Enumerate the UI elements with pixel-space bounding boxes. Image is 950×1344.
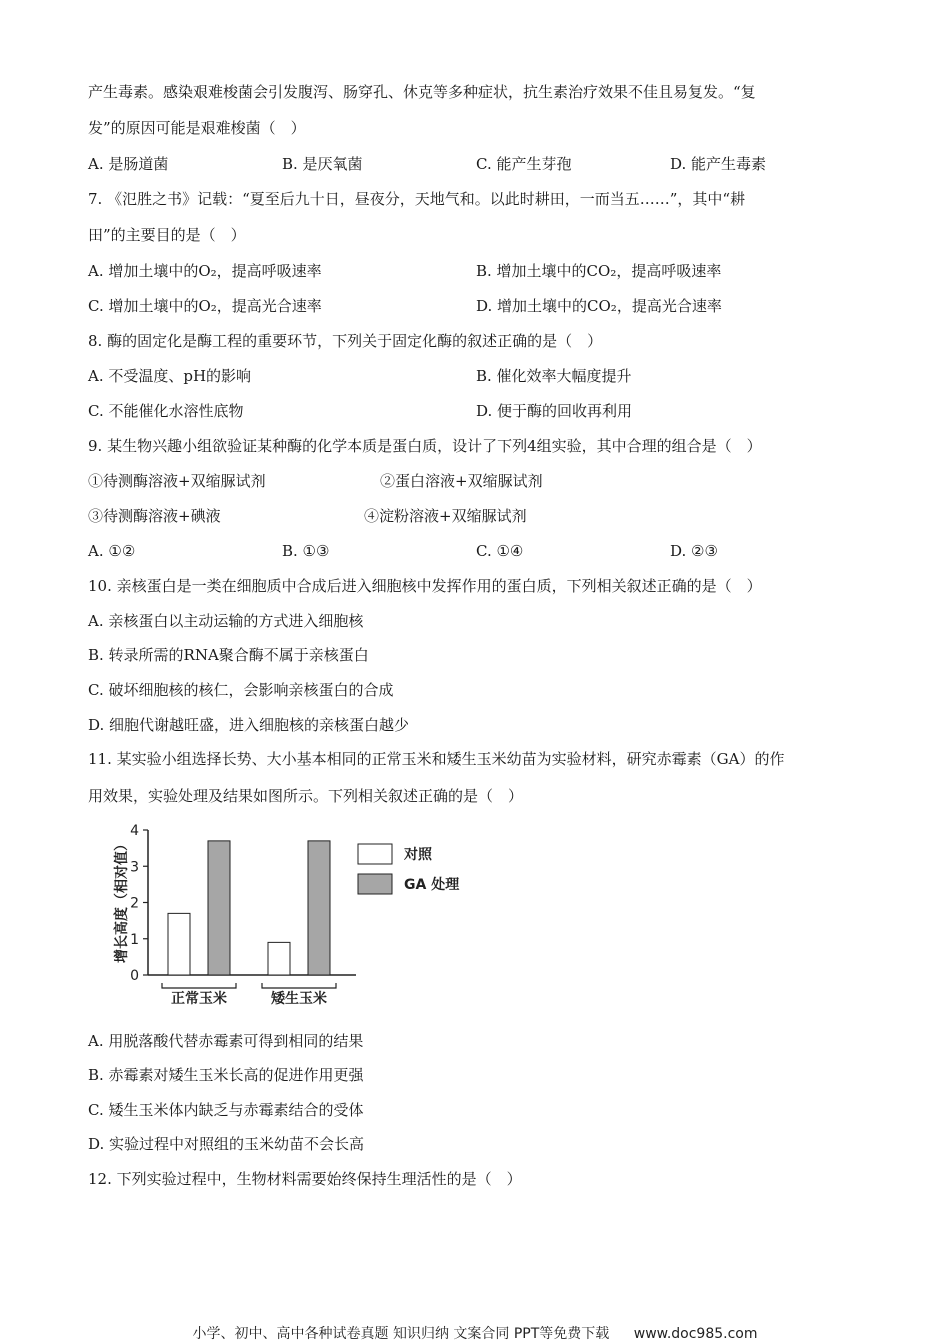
q10-stem: 10. 亲核蛋白是一类在细胞质中合成后进入细胞核中发挥作用的蛋白质，下列相关叙述正确的是（ ） xyxy=(88,577,762,595)
y-tick-label: 0 xyxy=(130,968,139,984)
ga-bar-chart xyxy=(100,822,500,1012)
q9-item-2: ②蛋白溶液+双缩脲试剂 xyxy=(380,472,543,490)
q7-stem-line-1: 7. 《氾胜之书》记载：“夏至后九十日，昼夜分，天地气和。以此时耕田，一而当五……”，其中“耕 xyxy=(88,190,746,208)
y-axis-label: 增长高度（相对值） xyxy=(114,837,130,963)
q6-option-c: C. 能产生芽孢 xyxy=(476,155,572,173)
legend-swatch-ga xyxy=(358,874,392,894)
q7-stem-line-2: 田”的主要目的是（ ） xyxy=(88,226,246,244)
q8-option-d: D. 便于酶的回收再利用 xyxy=(476,402,633,420)
y-tick-label: 2 xyxy=(130,895,139,912)
q12-stem: 12. 下列实验过程中，生物材料需要始终保持生理活性的是（ ） xyxy=(88,1170,522,1188)
footer-text: 小学、初中、高中各种试卷真题 知识归纳 文案合同 PPT等免费下载 xyxy=(192,1326,610,1342)
q7-option-a: A. 增加土壤中的O₂，提高呼吸速率 xyxy=(88,262,322,280)
footer-url[interactable]: www.doc985.com xyxy=(633,1326,758,1342)
q10-option-b: B. 转录所需的RNA聚合酶不属于亲核蛋白 xyxy=(88,646,369,664)
bar-control-dwarf xyxy=(268,942,290,975)
bar-ga-normal xyxy=(208,841,230,975)
q11-stem-line-1: 11. 某实验小组选择长势、大小基本相同的正常玉米和矮生玉米幼苗为实验材料，研究赤霉素（GA）的作 xyxy=(88,750,785,768)
q9-option-d: D. ②③ xyxy=(670,542,718,560)
q9-option-a: A. ①② xyxy=(88,542,136,560)
intro-line-2: 发”的原因可能是艰难梭菌（ ） xyxy=(88,119,306,137)
category-bracket xyxy=(162,983,236,988)
q10-option-c: C. 破坏细胞核的核仁，会影响亲核蛋白的合成 xyxy=(88,681,394,699)
bar-control-normal xyxy=(168,913,190,975)
y-tick-label: 1 xyxy=(130,931,139,948)
q11-option-c: C. 矮生玉米体内缺乏与赤霉素结合的受体 xyxy=(88,1101,364,1119)
q8-stem: 8. 酶的固定化是酶工程的重要环节，下列关于固定化酶的叙述正确的是（ ） xyxy=(88,332,603,350)
intro-line-1: 产生毒素。感染艰难梭菌会引发腹泻、肠穿孔、休克等多种症状，抗生素治疗效果不佳且易复发。“复 xyxy=(88,83,756,101)
legend-label-control: 对照 xyxy=(404,847,432,863)
q8-option-b: B. 催化效率大幅度提升 xyxy=(476,367,632,385)
q9-item-3: ③待测酶溶液+碘液 xyxy=(88,507,221,525)
q10-option-d: D. 细胞代谢越旺盛，进入细胞核的亲核蛋白越少 xyxy=(88,716,410,734)
x-category-label: 正常玉米 xyxy=(171,991,227,1007)
q9-item-1: ①待测酶溶液+双缩脲试剂 xyxy=(88,472,266,490)
q6-option-d: D. 能产生毒素 xyxy=(670,155,767,173)
footer xyxy=(0,1323,950,1343)
q7-option-c: C. 增加土壤中的O₂，提高光合速率 xyxy=(88,297,322,315)
q6-option-b: B. 是厌氧菌 xyxy=(282,155,363,173)
q8-option-a: A. 不受温度、pH的影响 xyxy=(88,367,252,385)
q9-option-c: C. ①④ xyxy=(476,542,524,560)
q6-option-a: A. 是肠道菌 xyxy=(88,155,169,173)
q7-option-b: B. 增加土壤中的CO₂，提高呼吸速率 xyxy=(476,262,722,280)
q7-option-d: D. 增加土壤中的CO₂，提高光合速率 xyxy=(476,297,722,315)
category-bracket xyxy=(262,983,336,988)
q11-option-b: B. 赤霉素对矮生玉米长高的促进作用更强 xyxy=(88,1066,364,1084)
q11-stem-line-2: 用效果，实验处理及结果如图所示。下列相关叙述正确的是（ ） xyxy=(88,787,524,805)
q9-option-b: B. ①③ xyxy=(282,542,330,560)
q9-item-4: ④淀粉溶液+双缩脲试剂 xyxy=(364,507,527,525)
q10-option-a: A. 亲核蛋白以主动运输的方式进入细胞核 xyxy=(88,612,364,630)
q9-stem: 9. 某生物兴趣小组欲验证某种酶的化学本质是蛋白质，设计了下列4组实验，其中合理的组合是（ ） xyxy=(88,437,762,455)
y-tick-label: 4 xyxy=(130,823,139,839)
q11-option-d: D. 实验过程中对照组的玉米幼苗不会长高 xyxy=(88,1135,365,1153)
y-tick-label: 3 xyxy=(130,859,139,876)
q11-option-a: A. 用脱落酸代替赤霉素可得到相同的结果 xyxy=(88,1032,364,1050)
x-category-label: 矮生玉米 xyxy=(271,991,327,1007)
legend-swatch-control xyxy=(358,844,392,864)
bar-ga-dwarf xyxy=(308,841,330,975)
q8-option-c: C. 不能催化水溶性底物 xyxy=(88,402,244,420)
legend-label-ga: GA 处理 xyxy=(404,877,460,893)
